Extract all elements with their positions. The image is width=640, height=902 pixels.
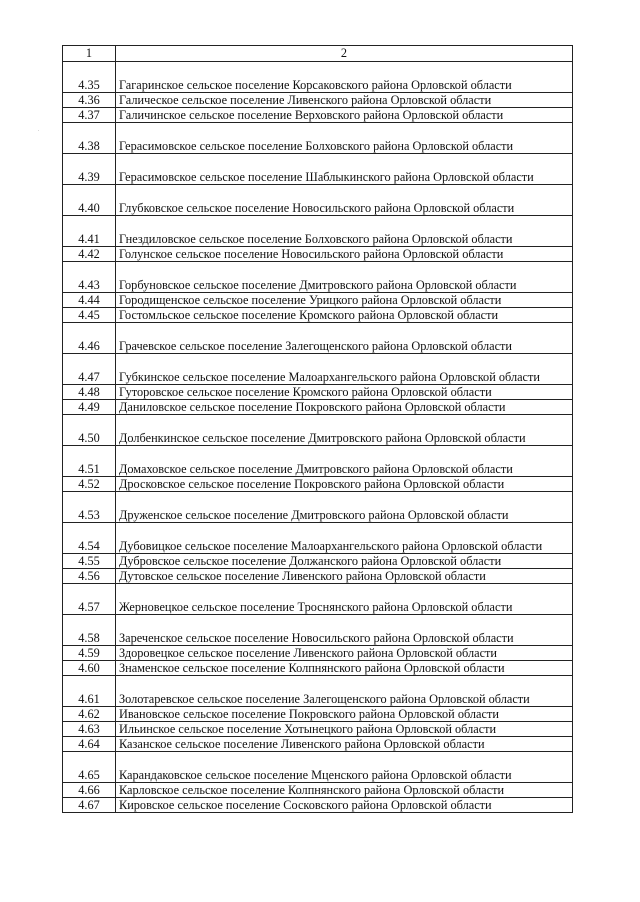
row-number-cell: 4.67 bbox=[63, 798, 116, 813]
row-number-cell: 4.45 bbox=[63, 308, 116, 323]
table-row bbox=[63, 446, 573, 477]
settlement-name-cell: Ивановское сельское поселение Покровского района Орловской области bbox=[116, 707, 573, 722]
settlement-name-cell: Губкинское сельское поселение Малоархангельского района Орловской области bbox=[116, 354, 573, 385]
row-number-cell: 4.61 bbox=[63, 676, 116, 707]
table-row bbox=[63, 798, 573, 813]
row-number-cell: 4.63 bbox=[63, 722, 116, 737]
row-number-cell: 4.36 bbox=[63, 93, 116, 108]
table-row bbox=[63, 415, 573, 446]
table-row bbox=[63, 783, 573, 798]
row-number-cell: 4.51 bbox=[63, 446, 116, 477]
row-number-cell: 4.42 bbox=[63, 247, 116, 262]
row-number-cell: 4.35 bbox=[63, 62, 116, 93]
settlement-name-cell: Ильинское сельское поселение Хотынецкого района Орловской области bbox=[116, 722, 573, 737]
row-number-cell: 4.57 bbox=[63, 584, 116, 615]
table-header-row bbox=[63, 46, 573, 62]
row-number-cell: 4.37 bbox=[63, 108, 116, 123]
row-number-cell: 4.43 bbox=[63, 262, 116, 293]
settlement-name-cell: Гагаринское сельское поселение Корсаковского района Орловской области bbox=[116, 62, 573, 93]
row-number-cell: 4.58 bbox=[63, 615, 116, 646]
row-number-cell: 4.52 bbox=[63, 477, 116, 492]
settlement-name-cell: Герасимовское сельское поселение Болховского района Орловской области bbox=[116, 123, 573, 154]
table-row bbox=[63, 108, 573, 123]
table-row bbox=[63, 569, 573, 584]
row-number-cell: 4.46 bbox=[63, 323, 116, 354]
table-body bbox=[63, 46, 573, 813]
table-row bbox=[63, 247, 573, 262]
row-number-cell: 4.54 bbox=[63, 523, 116, 554]
row-number-cell: 4.44 bbox=[63, 293, 116, 308]
settlement-name-cell: Горбуновское сельское поселение Дмитровского района Орловской области bbox=[116, 262, 573, 293]
settlement-name-cell: Знаменское сельское поселение Колпнянского района Орловской области bbox=[116, 661, 573, 676]
table-row bbox=[63, 584, 573, 615]
table-row bbox=[63, 554, 573, 569]
settlement-name-cell: Жерновецкое сельское поселение Троснянского района Орловской области bbox=[116, 584, 573, 615]
row-number-cell: 4.50 bbox=[63, 415, 116, 446]
settlement-name-cell: Друженское сельское поселение Дмитровского района Орловской области bbox=[116, 492, 573, 523]
row-number-cell: 4.53 bbox=[63, 492, 116, 523]
settlement-name-cell: Гуторовское сельское поселение Кромского района Орловской области bbox=[116, 385, 573, 400]
row-number-cell: 4.64 bbox=[63, 737, 116, 752]
table-row bbox=[63, 737, 573, 752]
row-number-cell: 4.56 bbox=[63, 569, 116, 584]
row-number-cell: 4.48 bbox=[63, 385, 116, 400]
table-row bbox=[63, 752, 573, 783]
table-row bbox=[63, 308, 573, 323]
table-row bbox=[63, 477, 573, 492]
settlement-name-cell: Дубовицкое сельское поселение Малоархангельского района Орловской области bbox=[116, 523, 573, 554]
table-row bbox=[63, 492, 573, 523]
table-row bbox=[63, 676, 573, 707]
table-row bbox=[63, 123, 573, 154]
table-row bbox=[63, 93, 573, 108]
settlement-name-cell: Золотаревское сельское поселение Залегощенского района Орловской области bbox=[116, 676, 573, 707]
settlement-name-cell: Кировское сельское поселение Сосковского района Орловской области bbox=[116, 798, 573, 813]
settlement-name-cell: Карловское сельское поселение Колпнянского района Орловской области bbox=[116, 783, 573, 798]
table-row bbox=[63, 216, 573, 247]
row-number-cell: 4.62 bbox=[63, 707, 116, 722]
table-row bbox=[63, 323, 573, 354]
settlement-name-cell: Гнездиловское сельское поселение Болховского района Орловской области bbox=[116, 216, 573, 247]
table-row bbox=[63, 293, 573, 308]
table-row bbox=[63, 646, 573, 661]
table-row bbox=[63, 615, 573, 646]
row-number-cell: 4.60 bbox=[63, 661, 116, 676]
settlement-name-cell: Дутовское сельское поселение Ливенского района Орловской области bbox=[116, 569, 573, 584]
settlement-name-cell: Казанское сельское поселение Ливенского района Орловской области bbox=[116, 737, 573, 752]
table-row bbox=[63, 185, 573, 216]
table-row bbox=[63, 354, 573, 385]
settlement-name-cell: Дубровское сельское поселение Должанского района Орловской области bbox=[116, 554, 573, 569]
header-cell-number: 1 bbox=[63, 46, 116, 62]
row-number-cell: 4.38 bbox=[63, 123, 116, 154]
table-row bbox=[63, 154, 573, 185]
settlement-name-cell: Гостомльское сельское поселение Кромского района Орловской области bbox=[116, 308, 573, 323]
header-cell-name: 2 bbox=[116, 46, 573, 62]
settlement-name-cell: Здоровецкое сельское поселение Ливенского района Орловской области bbox=[116, 646, 573, 661]
settlement-name-cell: Долбенкинское сельское поселение Дмитровского района Орловской области bbox=[116, 415, 573, 446]
row-number-cell: 4.55 bbox=[63, 554, 116, 569]
row-number-cell: 4.65 bbox=[63, 752, 116, 783]
table-row bbox=[63, 661, 573, 676]
row-number-cell: 4.41 bbox=[63, 216, 116, 247]
settlement-name-cell: Зареченское сельское поселение Новосильского района Орловской области bbox=[116, 615, 573, 646]
table-row bbox=[63, 400, 573, 415]
left-margin-mark bbox=[38, 130, 39, 131]
row-number-cell: 4.47 bbox=[63, 354, 116, 385]
table-row bbox=[63, 262, 573, 293]
row-number-cell: 4.39 bbox=[63, 154, 116, 185]
settlement-name-cell: Городищенское сельское поселение Урицкого района Орловской области bbox=[116, 293, 573, 308]
settlement-name-cell: Карандаковское сельское поселение Мценского района Орловской области bbox=[116, 752, 573, 783]
settlement-name-cell: Галическое сельское поселение Ливенского района Орловской области bbox=[116, 93, 573, 108]
settlement-name-cell: Герасимовское сельское поселение Шаблыкинского района Орловской области bbox=[116, 154, 573, 185]
table-row bbox=[63, 523, 573, 554]
settlements-table bbox=[62, 45, 573, 813]
document-page bbox=[62, 45, 572, 813]
table-row bbox=[63, 62, 573, 93]
row-number-cell: 4.40 bbox=[63, 185, 116, 216]
settlement-name-cell: Голунское сельское поселение Новосильского района Орловской области bbox=[116, 247, 573, 262]
settlement-name-cell: Дросковское сельское поселение Покровского района Орловской области bbox=[116, 477, 573, 492]
table-row bbox=[63, 722, 573, 737]
settlement-name-cell: Галичинское сельское поселение Верховского района Орловской области bbox=[116, 108, 573, 123]
table-row bbox=[63, 707, 573, 722]
settlement-name-cell: Даниловское сельское поселение Покровского района Орловской области bbox=[116, 400, 573, 415]
settlement-name-cell: Глубковское сельское поселение Новосильского района Орловской области bbox=[116, 185, 573, 216]
row-number-cell: 4.59 bbox=[63, 646, 116, 661]
settlement-name-cell: Домаховское сельское поселение Дмитровского района Орловской области bbox=[116, 446, 573, 477]
row-number-cell: 4.49 bbox=[63, 400, 116, 415]
row-number-cell: 4.66 bbox=[63, 783, 116, 798]
table-row bbox=[63, 385, 573, 400]
settlement-name-cell: Грачевское сельское поселение Залегощенского района Орловской области bbox=[116, 323, 573, 354]
